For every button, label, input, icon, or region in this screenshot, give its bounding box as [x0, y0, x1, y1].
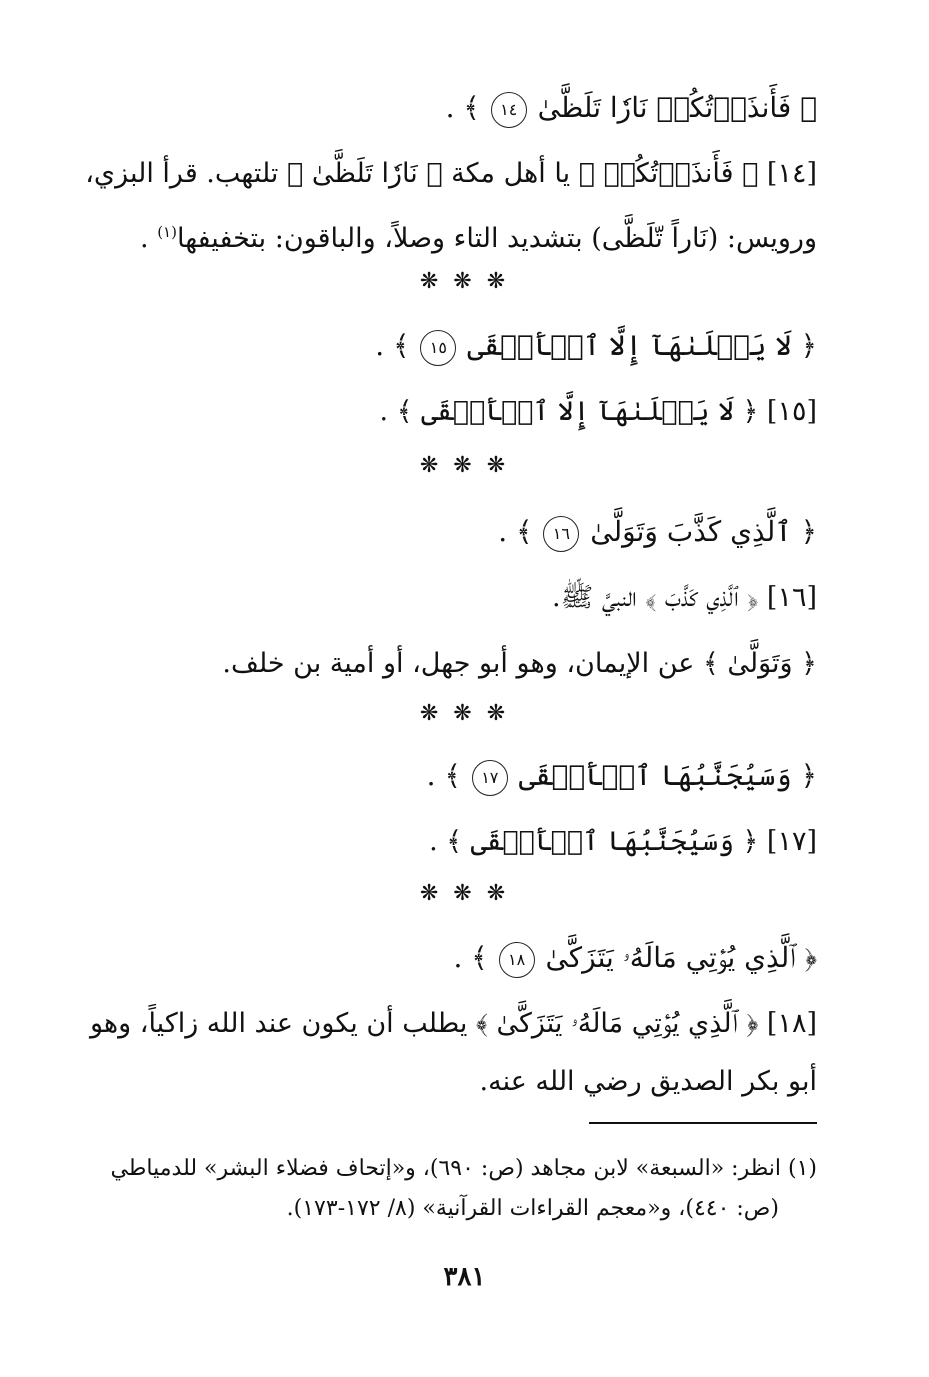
commentary-16-line-1: [١٦] ﴿ ٱلَّذِي كَذَّبَ ﴾ النبيَّ ﷺ.: [552, 582, 817, 613]
verse-14: [446, 90, 817, 128]
commentary-16-line-2: ﴿ وَتَوَلَّىٰ ﴾ عن الإيمان، وهو أبو جهل، أو أمية بن خلف.: [222, 648, 817, 679]
verse-14-end: ﴾ .: [445, 91, 480, 124]
verse-16: [498, 514, 817, 552]
verse-17: [427, 758, 817, 796]
commentary-14-line-1: [١٤] ﴿ فَأَنذَرۡتُكُمۡ ﴾ يا أهل مكة ﴿ نَارٗا تَلَظَّىٰ ﴾ تلتهب. قرأ البزي،: [85, 158, 817, 189]
separator-stars-2: ❋ ❋ ❋: [419, 453, 510, 478]
verse-17-text: ﴿ وَسَيُجَنَّبُهَا ٱلۡأَتۡقَى: [518, 759, 817, 792]
commentary-18-line-1: [١٨] ﴿ ٱلَّذِي يُؤۡتِي مَالَهُۥ يَتَزَكَّىٰ ﴾ يطلب أن يكون عند الله زاكياً، وهو: [89, 1008, 817, 1039]
verse-18: [453, 940, 817, 978]
commentary-15: [١٥] ﴿ لَا يَصۡلَىٰهَآ إِلَّا ٱلۡأَشۡقَى ﴾ .: [379, 396, 817, 427]
verse-18-end: ﴾ .: [453, 941, 488, 974]
separator-stars-4: ❋ ❋ ❋: [419, 881, 510, 906]
ayah-number-15: ١٥: [420, 330, 456, 366]
page-number: ٣٨١: [443, 1262, 486, 1292]
verse-16-end: ﴾ .: [498, 515, 533, 548]
verse-17-end: ﴾ .: [426, 759, 461, 792]
footnote-1-line-1: (١) انظر: «السبعة» لابن مجاهد (ص: ٦٩٠)، و«إتحاف فضلاء البشر» للدمياطي: [110, 1156, 817, 1181]
ayah-number-17: ١٧: [472, 760, 508, 796]
separator-stars-3: ❋ ❋ ❋: [419, 701, 510, 726]
separator-stars-1: ❋ ❋ ❋: [419, 269, 510, 294]
footnote-1-line-2: (ص: ٤٤٠)، و«معجم القراءات القرآنية» (٨/ ١٧٢-١٧٣).: [286, 1196, 779, 1221]
verse-18-text: ﴿ ٱلَّذِي يُؤۡتِي مَالَهُۥ يَتَزَكَّىٰ: [545, 941, 817, 974]
ayah-number-18: ١٨: [499, 942, 535, 978]
commentary-14-end: .: [140, 223, 149, 254]
verse-16-text: ﴿ ٱلَّذِي كَذَّبَ وَتَوَلَّىٰ: [590, 515, 817, 548]
commentary-17: [١٧] ﴿ وَسَيُجَنَّبُهَا ٱلۡأَتۡقَى ﴾ .: [429, 826, 817, 857]
ayah-number-16: ١٦: [543, 516, 579, 552]
verse-15: [375, 328, 817, 366]
footnote-ref-1: (١): [157, 223, 177, 241]
verse-15-end: ﴾ .: [375, 329, 410, 362]
verse-15-text: ﴿ لَا يَصۡلَىٰهَآ إِلَّا ٱلۡأَشۡقَى: [467, 329, 817, 362]
verse-14-text: ﴿ فَأَنذَرۡتُكُمۡ نَارٗا تَلَظَّىٰ: [537, 91, 817, 124]
ayah-number-14: ١٤: [491, 92, 527, 128]
commentary-14-text: ورويس: (نَاراً تّلَظَّى) بتشديد التاء وصلاً، والباقون: بتخفيفها: [176, 223, 817, 254]
commentary-18-line-2: أبو بكر الصديق رضي الله عنه.: [479, 1066, 817, 1097]
footnote-divider: [589, 1122, 817, 1124]
commentary-14-line-2: [140, 214, 817, 257]
